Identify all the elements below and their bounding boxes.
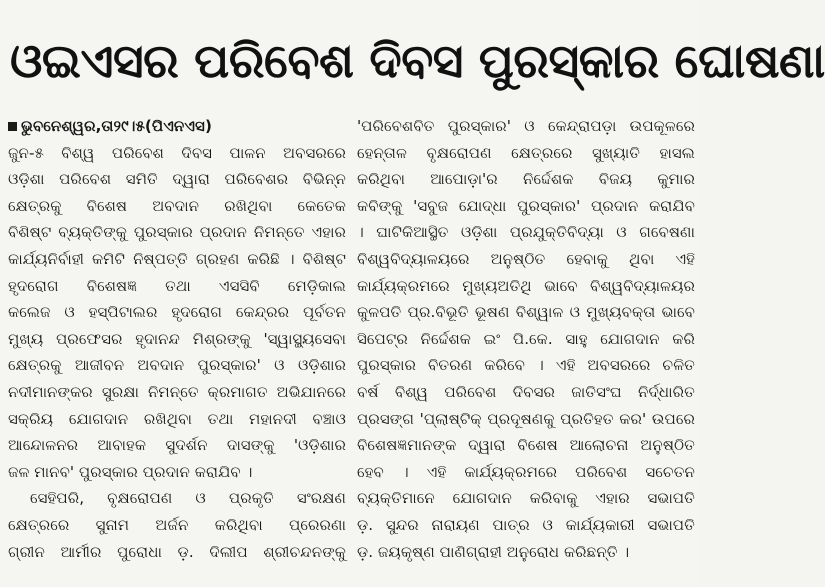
text-line: ସକ୍ରିୟ ଯୋଗଦାନ ରଖିଥିବା ତଥା ମହାନଦୀ ବଞ୍ଚାଓ (8, 409, 346, 428)
text-line: କ୍ଷେତ୍ରକୁ ଆଜୀବନ ଅବଦାନ ପୁରସ୍କାର' ଓ ଓଡ଼ିଶାର (8, 356, 346, 375)
text-line: ପ୍ରସଙ୍ଗ 'ପ୍ଲାଷ୍ଟିକ୍ ପ୍ରଦୂଷଣକୁ ପ୍ରତିହତ କର' ଉପରେ (357, 409, 695, 428)
text-line: ସେହିପରି, ବୃକ୍ଷରୋପଣ ଓ ପ୍ରକୃତି ସଂରକ୍ଷଣ (30, 489, 346, 508)
text-line: କରିଥିବା ଆପୋଡ଼ା'ର ନିର୍ଦ୍ଦେଶକ ବିଜୟ କୁମାର (357, 170, 695, 189)
text-line: ଜୁନ-୫ ବିଶ୍ୱ ପରିବେଶ ଦିବସ ପାଳନ ଅବସରରେ (8, 143, 346, 162)
text-line: ଡ଼. ସୁନ୍ଦର ନାରାୟଣ ପାତ୍ର ଓ କାର୍ଯ୍ୟକାରୀ ସଭାପତି (357, 515, 695, 534)
dateline (8, 113, 346, 140)
text-line: ସିପେଟ୍ର ନିର୍ଦ୍ଦେଶକ ଇଂ ପି.କେ. ସାହୁ ଯୋଗଦାନ କରି (357, 329, 695, 348)
article-column-right (357, 113, 695, 579)
text-line: ଜଳ ମାନବ' ପୁରସ୍କାର ପ୍ରଦାନ କରାଯିବ । (8, 462, 253, 481)
text-line: 'ପରିବେଶବିତ ପୁରସ୍କାର' ଓ କେନ୍ଦ୍ରାପଡ଼ା ଉପକୂଳରେ (357, 117, 695, 135)
text-line: କବିଙ୍କୁ 'ସବୁଜ ଯୋଦ୍ଧା ପୁରସ୍କାର' ପ୍ରଦାନ କରାଯିବ (357, 196, 695, 215)
text-line: ହେବ । ଏହି କାର୍ଯ୍ୟକ୍ରମରେ ପରିବେଶ ସଚେତନ (357, 462, 695, 481)
text-line: । ଘାଟିକିଆସ୍ଥିତ ଓଡ଼ିଶା ପ୍ରଯୁକ୍ତିବିଦ୍ୟା ଓ ଗବେଷଣା (357, 223, 695, 242)
text-line: କଲେଜ ଓ ହସ୍ପିଟାଲର ହୃଦରୋଗ କେନ୍ଦ୍ରର ପୂର୍ବତନ (8, 303, 346, 322)
text-line: ହେନ୍ତାଳ ବୃକ୍ଷରୋପଣ କ୍ଷେତ୍ରରେ ସୁଖ୍ୟାତି ହାସଲ (357, 143, 695, 162)
text-line: ନଦୀମାନଙ୍କର ସୁରକ୍ଷା ନିମନ୍ତେ କ୍ରମାଗତ ଅଭିଯାନରେ (8, 382, 346, 401)
text-line: କାର୍ଯ୍ୟନିର୍ବାହୀ କମିଟି ନିଷ୍ପତ୍ତି ଗ୍ରହଣ କରିଛି । ବିଶିଷ୍ଟ (8, 249, 346, 268)
text-line: ଓଡ଼ିଶା ପରିବେଶ ସମିତି ଦ୍ୱାରା ପରିବେଶର ବିଭିନ୍ନ (8, 170, 346, 189)
text-line: ବିଶେଷଜ୍ଞମାନଙ୍କ ଦ୍ୱାରା ବିଶେଷ ଆଲୋଚନା ଅନୁଷ୍ଠିତ (357, 436, 695, 455)
text-line: କୁଳପତି ପ୍ର.ବିଭୂତି ଭୂଷଣ ବିଶ୍ୱାଳ ଓ ମୁଖ୍ୟବକ୍ତା ଭାବେ (357, 303, 695, 322)
dateline-text: ଭୁବନେଶ୍ୱର,ତା୨୯।୫(ପିଏନଏସ) (21, 117, 212, 135)
text-line: କ୍ଷେତ୍ରରେ ସୁନାମ ଅର୍ଜନ କରିଥିବା ପ୍ରେରଣା (8, 515, 346, 534)
text-line: ହୃଦରୋଗ ବିଶେଷଜ୍ଞ ତଥା ଏସସିବି ମେଡ଼ିକାଲ (8, 276, 346, 295)
article-column-left (8, 113, 346, 579)
text-line: ଡ଼. ଜୟକୃଷ୍ଣ ପାଣିଗ୍ରାହୀ ଅନୁରୋଧ କରିଛନ୍ତି । (357, 542, 630, 561)
text-line: ବିଶ୍ୱବିଦ୍ୟାଳୟରେ ଅନୁଷ୍ଠିତ ହେବାକୁ ଥିବା ଏହି (357, 249, 695, 268)
text-line: ଗ୍ରୀନ ଆର୍ମୀର ପୁରୋଧା ଡ଼. ଦିଲୀପ ଶ୍ରୀଚନ୍ଦନଙ୍କୁ (8, 542, 346, 561)
text-line: ଆନ୍ଦୋଳନର ଆବାହକ ସୁଦର୍ଶନ ଦାସଙ୍କୁ 'ଓଡ଼ିଶାର (8, 436, 346, 455)
text-line: ପୁରସ୍କାର ବିତରଣ କରିବେ । ଏହି ଅବସରରେ ଚଳିତ (357, 356, 695, 375)
text-line: ମୁଖ୍ୟ ପ୍ରଫେସର ହୃଦାନନ୍ଦ ମିଶ୍ରଙ୍କୁ 'ସ୍ୱାସ୍ଥ୍ୟସେବା (8, 329, 346, 348)
bullet-square-icon (8, 122, 17, 131)
text-line: କ୍ଷେତ୍ରକୁ ବିଶେଷ ଅବଦାନ ରଖିଥିବା କେତେକ (8, 196, 346, 215)
text-line: ବ୍ୟକ୍ତିମାନେ ଯୋଗଦାନ କରିବାକୁ ଏହାର ସଭାପତି (357, 489, 695, 508)
text-line: କାର୍ଯ୍ୟକ୍ରମରେ ମୁଖ୍ୟଅତିଥି ଭାବେ ବିଶ୍ୱବିଦ୍ୟାଳୟର (357, 276, 695, 295)
text-line: ବର୍ଷ ବିଶ୍ୱ ପରିବେଶ ଦିବସର ଜାତିସଂଘ ନିର୍ଦ୍ଧାରିତ (357, 382, 695, 401)
text-line: ବିଶିଷ୍ଟ ବ୍ୟକ୍ତିଙ୍କୁ ପୁରସ୍କାର ପ୍ରଦାନ ନିମନ୍ତେ ଏହାର (8, 223, 346, 242)
headline: ଓଇଏସର ପରିବେଶ ଦିବସ ପୁରସ୍କାର ଘୋଷଣା (10, 34, 825, 89)
